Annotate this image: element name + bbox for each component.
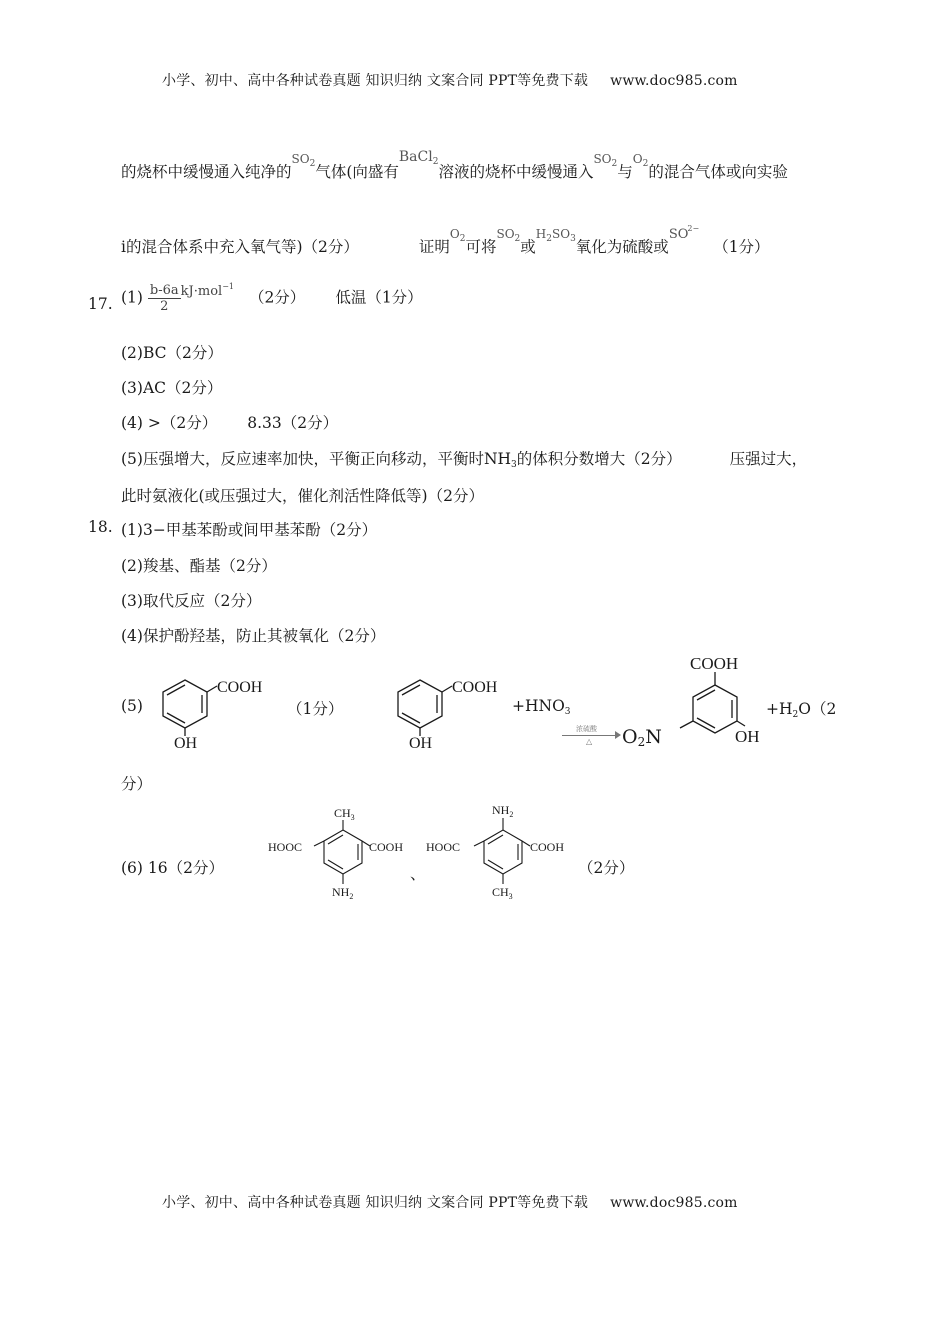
- oh-label: OH: [174, 735, 198, 752]
- o2n-label: O2N: [622, 726, 662, 749]
- header-slogan: 小学、初中、高中各种试卷真题 知识归纳 文案合同 PPT等免费下载: [162, 73, 589, 89]
- footer-slogan: 小学、初中、高中各种试卷真题 知识归纳 文案合同 PPT等免费下载: [162, 1195, 589, 1211]
- cooh-label: COOH: [217, 679, 263, 696]
- reaction-arrow: [562, 724, 622, 748]
- plus-h2o: +H2O（2: [766, 700, 837, 720]
- structure-isomer-2: [424, 798, 579, 900]
- structure-nitro-product: [660, 650, 770, 750]
- q18-part2: (2)羧基、酯基（2分）: [121, 557, 277, 575]
- q18-part3: (3)取代反应（2分）: [121, 592, 262, 610]
- plus-hno3: +HNO3: [512, 697, 571, 717]
- page-footer: [162, 1192, 738, 1212]
- q17-fraction: $\frac{b-6a}{2}$: [149, 283, 179, 314]
- q17-number: 17.: [88, 295, 113, 313]
- cooh-label: COOH: [452, 679, 498, 696]
- q18-part5-tail: 分）: [121, 775, 153, 793]
- q17-part2: (2)BC（2分）: [121, 344, 223, 362]
- svg-text:COOH: COOH: [369, 840, 404, 854]
- q18-part5-score: （1分）: [287, 700, 344, 718]
- q17-part1: (1) $\frac{b-6a}{2}$ $^{kJ\cdot mol^{-1}}$ （2分） 低温（1分）: [121, 281, 423, 314]
- arrow-condition-top: 浓硫酸: [576, 725, 597, 733]
- q17-part5-cont: 此时氨液化(或压强过大，催化剂活性降低等)（2分）: [121, 487, 484, 505]
- q17-part4: (4) >（2分） 8.33（2分）: [121, 414, 339, 432]
- svg-text:HOOC: HOOC: [426, 840, 461, 854]
- cont-line-2: ⅰ的混合体系中充入氧气等)（2分） 证明$^{O_2}$可将$^{SO_2}$或$^{H_2SO_3}$氧化为硫酸或$^{SO^{2-}}$（1分）: [121, 224, 770, 256]
- cont-line-1: 的烧杯中缓慢通入纯净的$^{SO_2}$气体(向盛有BaCl$_2$溶液的烧杯中缓慢通入$^{SO_2}$与$^{O_2}$的混合气体或向实验: [121, 149, 788, 181]
- structure-separator: 、: [410, 865, 426, 883]
- q18-part5-label: (5): [121, 697, 143, 715]
- page-header: [162, 70, 738, 90]
- svg-text:COOH: COOH: [530, 840, 565, 854]
- structure-3-hydroxybenzoic-acid-2: [385, 668, 515, 753]
- svg-text:HOOC: HOOC: [268, 840, 303, 854]
- header-site: www.doc985.com: [610, 73, 738, 89]
- q18-part6-score: （2分）: [578, 859, 635, 877]
- svg-text:NH2: $NH_2$: [492, 803, 514, 819]
- cooh-label: COOH: [690, 654, 739, 673]
- q18-part4: (4)保护酚羟基，防止其被氧化（2分）: [121, 627, 386, 645]
- q18-number: 18.: [88, 518, 113, 536]
- structure-3-hydroxybenzoic-acid: [150, 668, 280, 753]
- q17-part5: (5)压强增大，反应速率加快，平衡正向移动，平衡时NH3的体积分数增大（2分） 压强过大，: [121, 450, 808, 470]
- oh-label: OH: [735, 727, 760, 746]
- structure-isomer-1: [266, 800, 416, 900]
- q17-part3: (3)AC（2分）: [121, 379, 223, 397]
- q18-part6-label: (6) 16（2分）: [121, 859, 224, 877]
- oh-label: OH: [409, 735, 433, 752]
- svg-text:CH3: $CH_3$: [334, 806, 355, 822]
- footer-site: www.doc985.com: [610, 1195, 738, 1211]
- arrow-condition-bottom: △: [586, 737, 593, 746]
- svg-text:CH3: $CH_3$: [492, 885, 513, 900]
- q18-part1: (1)3−甲基苯酚或间甲基苯酚（2分）: [121, 521, 378, 539]
- svg-text:NH2: $NH_2$: [332, 885, 354, 900]
